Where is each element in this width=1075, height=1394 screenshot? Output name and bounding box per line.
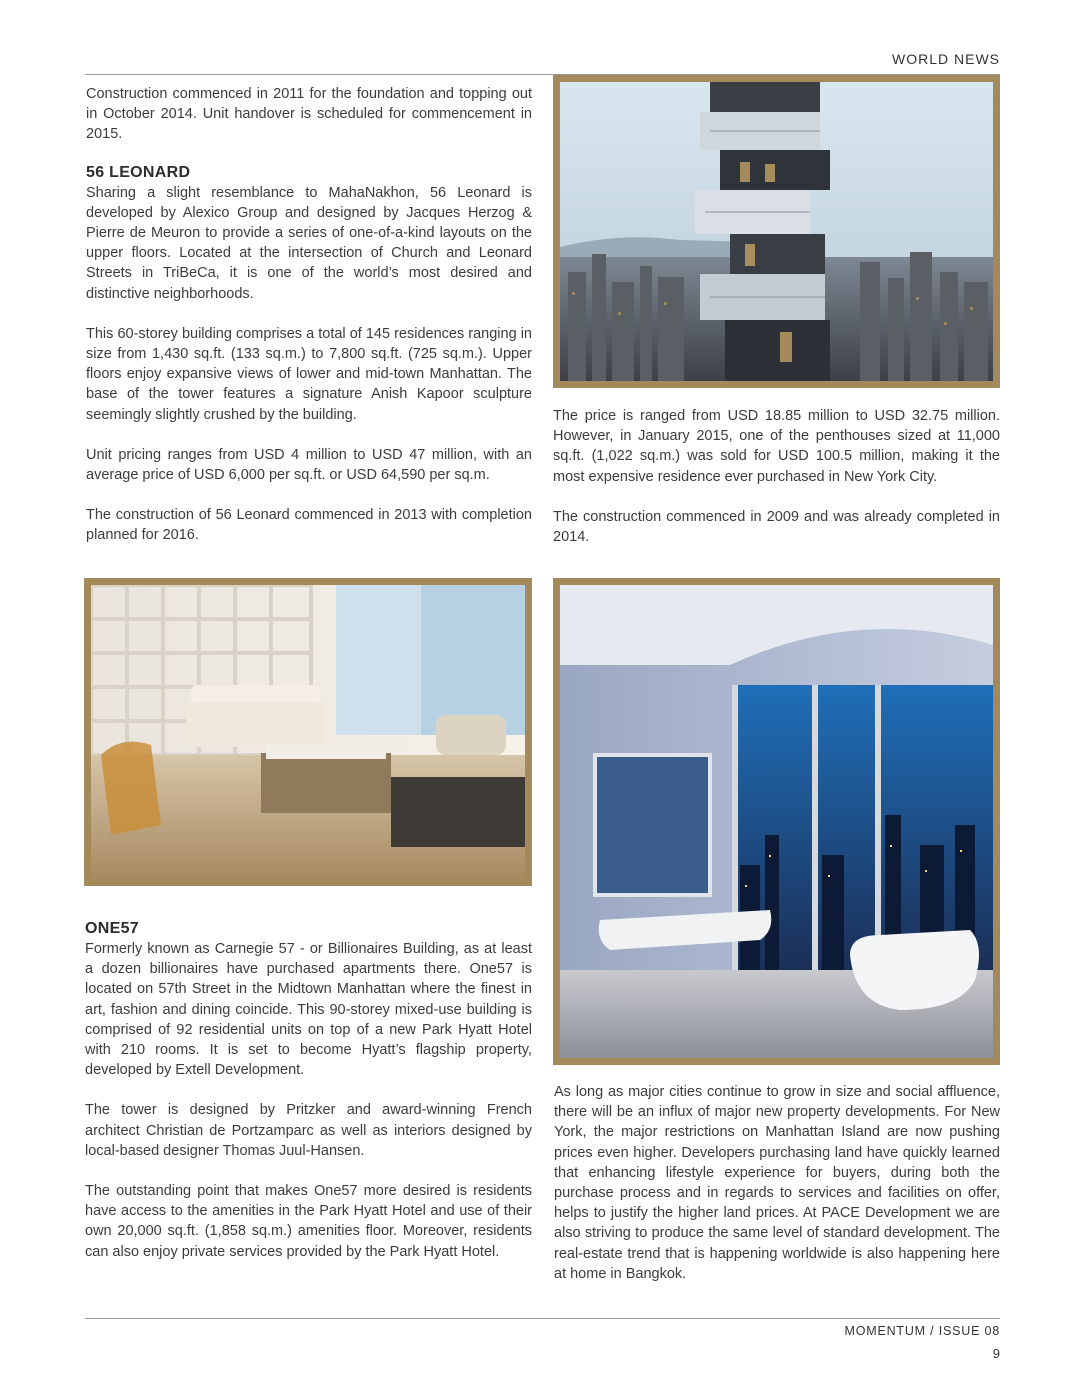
living-room-photo xyxy=(84,578,532,886)
leonard-paragraph-2: This 60-storey building comprises a total of 145 residences ranging in size from 1,430 sq.ft. (133 sq.m.) to 7,800 sq.ft. (725 sq.m.). Upper floors enjoy expansive views of lower and mid-town Manhattan. The base of the tower features a signature Anish Kapoor sculpture seemingly slightly crushed by the building. xyxy=(86,325,532,423)
construction-paragraph: The construction commenced in 2009 and was already completed in 2014. xyxy=(553,508,1000,546)
footer-rule xyxy=(85,1318,1000,1319)
leonard-paragraph-3: Unit pricing ranges from USD 4 million to USD 47 million, with an average price of USD 6,000 per sq.ft. or USD 64,590 per sq.m. xyxy=(86,446,532,484)
section-label: WORLD NEWS xyxy=(892,51,1000,67)
leonard-paragraph-1: Sharing a slight resemblance to MahaNakhon, 56 Leonard is developed by Alexico Group and designed by Jacques Herzog & Pierre de Meuron to provide a series of one-of-a-kind layouts on the upper floors. Located at the intersection of Church and Leonard Streets in TriBeCa, it is one of the world’s most desired and distinctive neighborhoods. xyxy=(86,184,532,302)
one57-paragraph-3: The outstanding point that makes One57 more desired is residents have access to the amenities in the Park Hyatt Hotel and use of their own 20,000 sq.ft. (1,858 sq.m.) amenities floor. Moreover, residents can also enjoy private services provided by the Park Hyatt Hotel. xyxy=(85,1183,532,1260)
one57-paragraph-2: The tower is designed by Pritzker and award-winning French architect Christian de Portzamparc as well as interiors designed by local-based designer Thomas Juul-Hansen. xyxy=(85,1102,532,1159)
bathroom-photo xyxy=(553,578,1000,1065)
price-paragraph: The price is ranged from USD 18.85 million to USD 32.75 million. However, in January 2015, one of the penthouses sized at 11,000 sq.ft. (1,022 sq.m.) was sold for USD 100.5 million, making it the most expensive residence ever purchased in New York City. xyxy=(553,408,1000,485)
page-number: 9 xyxy=(992,1346,1000,1361)
one57-paragraph-1: Formerly known as Carnegie 57 - or Billionaires Building, as at least a dozen billionaires have purchased apartments there. One57 is located on 57th Street in the Midtown Manhattan where the finest in art, fashion and dining coincide. This 90-storey mixed-use building is comprised of 92 residential units on top of a new Park Hyatt Hotel with 210 rooms. It is set to become Hyatt’s flagship property, developed by Extell Development. xyxy=(85,941,532,1079)
right-column-bottom xyxy=(554,1082,1000,1284)
footer-issue: MOMENTUM / ISSUE 08 xyxy=(844,1324,1000,1338)
leonard-heading: 56 LEONARD xyxy=(86,163,191,181)
right-column-top xyxy=(553,406,1000,547)
closing-paragraph: As long as major cities continue to grow in size and social affluence, there will be an influx of major new property developments. For New York, the major restrictions on Manhattan Island are now pushing prices even higher. Developers purchasing land have quickly learned that enhancing lifestyle experience for buyers, during both the purchase process and in regards to services and facilities on offer, helps to justify the higher land prices. At PACE Development we are also striving to produce the same level of standard development. The real-estate trend that is happening worldwide is also happening here at home in Bangkok. xyxy=(554,1084,1000,1282)
intro-paragraph: Construction commenced in 2011 for the foundation and topping out in October 2014. Unit handover is scheduled for commencement in 2015. xyxy=(86,86,532,143)
left-column-top xyxy=(86,84,532,546)
one57-heading: ONE57 xyxy=(85,920,139,937)
leonard-paragraph-4: The construction of 56 Leonard commenced in 2013 with completion planned for 2016. xyxy=(86,507,532,544)
tower-photo xyxy=(553,75,1000,388)
left-column-bottom xyxy=(85,920,532,1262)
